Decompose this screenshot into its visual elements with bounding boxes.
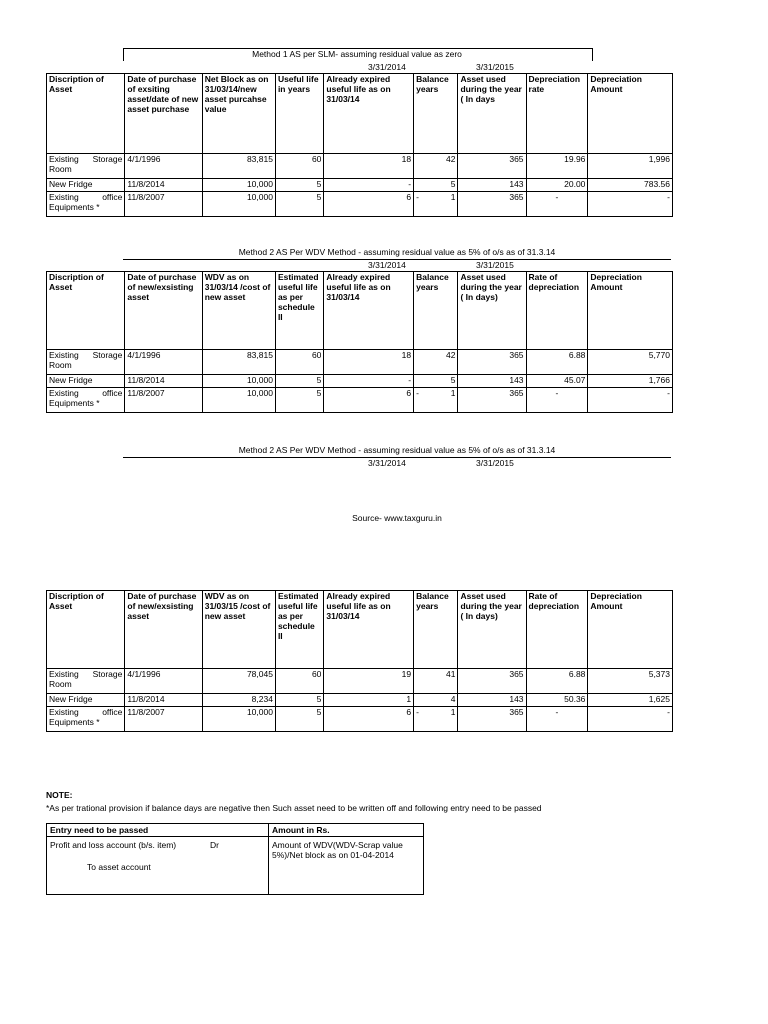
header-description: Discription of Asset (47, 272, 125, 350)
header-depreciation-rate: Depreciation rate (526, 74, 588, 154)
cell-rate: - (526, 192, 588, 217)
note-heading: NOTE: (46, 790, 73, 800)
amount-header: Amount in Rs. (269, 824, 424, 837)
header-description: Discription of Asset (47, 591, 125, 669)
cell-description: Existing Storage Room (47, 350, 125, 375)
cell-expired: 19 (324, 669, 414, 694)
header-balance-years: Balance years (414, 591, 458, 669)
header-date-of-purchase: Date of purchase of new/exsisting asset (125, 591, 202, 669)
cell-days: 143 (458, 375, 526, 388)
header-already-expired: Already expired useful life as on 31/03/14 (324, 74, 414, 154)
cell-expired: 18 (324, 350, 414, 375)
cell-life: 5 (275, 707, 323, 732)
entry-header-row (47, 824, 424, 837)
cell-value: 8,234 (202, 694, 275, 707)
cell-value: 83,815 (202, 350, 275, 375)
method1-header-row (47, 74, 673, 154)
header-useful-life: Useful life in years (275, 74, 323, 154)
header-rate-of-depreciation: Rate of depreciation (526, 591, 588, 669)
table-row (47, 375, 673, 388)
cell-rate: 6.88 (526, 669, 588, 694)
header-asset-used: Asset used during the year ( In days (458, 74, 526, 154)
cell-value: 10,000 (202, 707, 275, 732)
cell-days: 365 (458, 192, 526, 217)
method2-date-2015: 3/31/2015 (476, 260, 514, 270)
header-wdv: WDV as on 31/03/15 /cost of new asset (202, 591, 275, 669)
dr-label: Dr (210, 840, 219, 850)
cell-days: 143 (458, 179, 526, 192)
method2-header-row (47, 272, 673, 350)
table-row (47, 388, 673, 413)
cell-description: New Fridge (47, 375, 125, 388)
cell-days: 365 (458, 669, 526, 694)
cell-expired: 1 (324, 694, 414, 707)
cell-life: 5 (275, 694, 323, 707)
header-already-expired: Already expired useful life as on 31/03/14 (324, 272, 414, 350)
header-asset-used: Asset used during the year ( In days) (458, 272, 526, 350)
method2b-table (46, 590, 673, 732)
cell-description: New Fridge (47, 179, 125, 192)
cell-date: 4/1/1996 (125, 350, 202, 375)
cell-balance: 41 (414, 669, 458, 694)
method1-table (46, 73, 673, 217)
credit-line: To asset account (87, 862, 151, 872)
cell-days: 365 (458, 707, 526, 732)
cell-amount: - (588, 707, 673, 732)
cell-expired: - (324, 179, 414, 192)
header-wdv: WDV as on 31/03/14 /cost of new asset (202, 272, 275, 350)
cell-days: 365 (458, 154, 526, 179)
method1-date-2014: 3/31/2014 (368, 62, 406, 72)
table-row (47, 192, 673, 217)
header-net-block: Net Block as on 31/03/14/new asset purcahse value (202, 74, 275, 154)
note-text: *As per trational provision if balance days are negative then Such asset need to be written off and following entry need to be passed (46, 803, 542, 813)
header-balance-years: Balance years (414, 74, 458, 154)
cell-rate: - (526, 707, 588, 732)
cell-rate: 6.88 (526, 350, 588, 375)
header-asset-used: Asset used during the year ( In days) (458, 591, 526, 669)
entry-header: Entry need to be passed (47, 824, 269, 837)
cell-description: Existing Storage Room (47, 154, 125, 179)
cell-description: Existing office Equipments * (47, 388, 125, 413)
cell-balance: - 1 (414, 192, 458, 217)
cell-balance: 42 (414, 350, 458, 375)
method1-date-2015: 3/31/2015 (476, 62, 514, 72)
header-date-of-purchase: Date of purchase of new/exsisting asset (125, 272, 202, 350)
debit-line: Profit and loss account (b/s. item) (50, 840, 177, 850)
cell-amount: 1,766 (588, 375, 673, 388)
cell-date: 11/8/2014 (125, 694, 202, 707)
cell-value: 10,000 (202, 375, 275, 388)
cell-days: 365 (458, 388, 526, 413)
entry-table (46, 823, 424, 895)
method2b-date-2014: 3/31/2014 (368, 458, 406, 468)
amount-description: Amount of WDV(WDV-Scrap value 5%)/Net block as on 01-04-2014 (269, 837, 424, 895)
method2b-date-2015: 3/31/2015 (476, 458, 514, 468)
method2-title: Method 2 AS Per WDV Method - assuming residual value as 5% of o/s as of 31.3.14 (238, 247, 556, 257)
table-row (47, 154, 673, 179)
header-date-of-purchase: Date of purchase of exsiting asset/date of new asset purchase (125, 74, 202, 154)
cell-description: New Fridge (47, 694, 125, 707)
cell-amount: 1,996 (588, 154, 673, 179)
cell-amount: - (588, 388, 673, 413)
cell-balance: 5 (414, 179, 458, 192)
source-credit: Source- www.taxguru.in (352, 513, 442, 523)
method2b-header-row (47, 591, 673, 669)
table-row (47, 694, 673, 707)
cell-rate: 19.96 (526, 154, 588, 179)
cell-rate: - (526, 388, 588, 413)
cell-expired: 6 (324, 707, 414, 732)
table-row (47, 707, 673, 732)
cell-life: 60 (275, 154, 323, 179)
cell-life: 60 (275, 350, 323, 375)
cell-amount: 783.56 (588, 179, 673, 192)
method2-table (46, 271, 673, 413)
cell-description: Existing office Equipments * (47, 192, 125, 217)
table-row (47, 669, 673, 694)
header-rate-of-depreciation: Rate of depreciation (526, 272, 588, 350)
cell-value: 78,045 (202, 669, 275, 694)
header-estimated-life: Estimated useful life as per schedule II (275, 272, 323, 350)
header-already-expired: Already expired useful life as on 31/03/14 (324, 591, 414, 669)
cell-amount: 1,625 (588, 694, 673, 707)
cell-balance: 5 (414, 375, 458, 388)
cell-life: 5 (275, 192, 323, 217)
cell-life: 5 (275, 375, 323, 388)
cell-life: 60 (275, 669, 323, 694)
cell-life: 5 (275, 388, 323, 413)
cell-balance: 4 (414, 694, 458, 707)
header-description: Discription of Asset (47, 74, 125, 154)
cell-value: 10,000 (202, 388, 275, 413)
cell-days: 143 (458, 694, 526, 707)
cell-balance: 42 (414, 154, 458, 179)
cell-rate: 20.00 (526, 179, 588, 192)
cell-days: 365 (458, 350, 526, 375)
table-row (47, 179, 673, 192)
cell-amount: 5,770 (588, 350, 673, 375)
cell-date: 4/1/1996 (125, 669, 202, 694)
cell-balance: - 1 (414, 707, 458, 732)
cell-date: 11/8/2014 (125, 375, 202, 388)
method2b-title: Method 2 AS Per WDV Method - assuming residual value as 5% of o/s as of 31.3.14 (238, 445, 556, 455)
method2-date-2014: 3/31/2014 (368, 260, 406, 270)
table-row (47, 350, 673, 375)
header-estimated-life: Estimated useful life as per schedule II (275, 591, 323, 669)
cell-description: Existing office Equipments * (47, 707, 125, 732)
entry-body-row (47, 837, 424, 895)
cell-date: 4/1/1996 (125, 154, 202, 179)
cell-rate: 45.07 (526, 375, 588, 388)
cell-expired: 6 (324, 388, 414, 413)
header-depreciation-amount: Depreciation Amount (588, 272, 673, 350)
cell-value: 10,000 (202, 192, 275, 217)
entry-body (47, 837, 269, 895)
cell-expired: 6 (324, 192, 414, 217)
cell-balance: - 1 (414, 388, 458, 413)
cell-amount: 5,373 (588, 669, 673, 694)
cell-expired: 18 (324, 154, 414, 179)
cell-date: 11/8/2007 (125, 192, 202, 217)
header-depreciation-amount: Depreciation Amount (588, 74, 673, 154)
cell-value: 83,815 (202, 154, 275, 179)
cell-date: 11/8/2007 (125, 707, 202, 732)
cell-expired: - (324, 375, 414, 388)
cell-rate: 50.36 (526, 694, 588, 707)
method1-title: Method 1 AS per SLM- assuming residual value as zero (252, 49, 462, 59)
cell-life: 5 (275, 179, 323, 192)
cell-value: 10,000 (202, 179, 275, 192)
header-balance-years: Balance years (414, 272, 458, 350)
header-depreciation-amount: Depreciation Amount (588, 591, 673, 669)
cell-amount: - (588, 192, 673, 217)
cell-date: 11/8/2014 (125, 179, 202, 192)
cell-description: Existing Storage Room (47, 669, 125, 694)
cell-date: 11/8/2007 (125, 388, 202, 413)
